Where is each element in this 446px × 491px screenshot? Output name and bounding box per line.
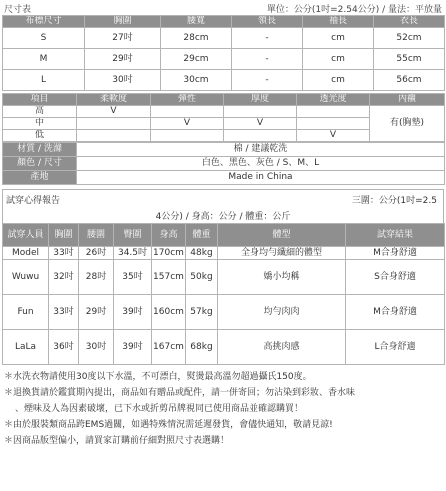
table-cell: 34.5吋 [114, 247, 152, 260]
table-cell: 均勻肉肉 [218, 295, 346, 330]
table-cell [297, 106, 370, 118]
table-cell [77, 130, 151, 142]
product-info-table [2, 142, 445, 185]
table-cell: 28吋 [79, 260, 114, 295]
table-cell [224, 106, 297, 118]
table-cell: M合身舒適 [346, 295, 445, 330]
table-cell: 28cm [161, 28, 232, 49]
info-value: Made in China [77, 171, 445, 185]
table-cell: 中 [3, 118, 77, 130]
column-header: 胸圍 [85, 16, 161, 28]
column-header: 領長 [232, 16, 303, 28]
table-cell: S合身舒適 [346, 260, 445, 295]
info-label: 顏色 / 尺寸 [3, 157, 77, 171]
size-table-title: 尺寸表 [4, 5, 32, 15]
table-cell: V [297, 130, 370, 142]
table-cell: 167cm [152, 330, 186, 365]
column-header: 透光度 [297, 94, 370, 106]
column-header: 胸圍 [49, 224, 79, 247]
table-cell: 36吋 [49, 330, 79, 365]
table-cell: 55cm [374, 49, 445, 70]
size-table-header [3, 16, 445, 28]
table-cell: 高 [3, 106, 77, 118]
table-cell: 29cm [161, 49, 232, 70]
column-header: 腰圍 [79, 224, 114, 247]
table-cell: 30吋 [85, 70, 161, 91]
column-header: 腰寬 [161, 16, 232, 28]
note-line: ＊退換貨請於鑑賞期內提出，商品如有贈品或配件，請一併寄回；勿沾染到彩妝、香水味 [4, 388, 356, 398]
column-header: 內襯 [370, 94, 445, 106]
column-header: 袖長 [303, 16, 374, 28]
table-cell: V [224, 118, 297, 130]
product-info-sheet [2, 2, 444, 449]
note-line: ＊由於服裝類商品跨EMS過關，如遇特殊情況需延遲發貨，會儘快通知，敬請見諒! [4, 420, 333, 430]
care-notes [2, 369, 444, 449]
material-table-header [3, 94, 445, 106]
table-cell: Wuwu [3, 260, 49, 295]
table-row [3, 70, 445, 91]
trial-report-title: 試穿心得報告 [6, 196, 61, 206]
table-cell: 29吋 [79, 295, 114, 330]
table-cell: 30吋 [79, 330, 114, 365]
info-value: 棉 / 建議乾洗 [77, 143, 445, 157]
table-cell: 50kg [186, 260, 218, 295]
table-row [3, 295, 445, 330]
table-cell: 52cm [374, 28, 445, 49]
table-cell [151, 130, 224, 142]
column-header: 身高 [152, 224, 186, 247]
info-label: 材質 / 洗滌 [3, 143, 77, 157]
table-cell: 高挑肉感 [218, 330, 346, 365]
table-cell [77, 118, 151, 130]
table-cell: 33吋 [49, 247, 79, 260]
table-cell: cm [303, 70, 374, 91]
column-header: 臀圍 [114, 224, 152, 247]
trial-table-header [3, 224, 445, 247]
table-row [3, 143, 445, 157]
table-cell [297, 118, 370, 130]
table-cell: LaLa [3, 330, 49, 365]
lining-cell: 有(胸墊) [370, 106, 445, 142]
note-line: ＊因商品版型偏小，請買家訂購前仔細對照尺寸表選購！ [4, 436, 230, 446]
info-value: 白色、黑色、灰色 / S、M、L [77, 157, 445, 171]
table-cell: S [3, 28, 85, 49]
table-cell: 39吋 [114, 330, 152, 365]
table-cell: 56cm [374, 70, 445, 91]
table-cell: 30cm [161, 70, 232, 91]
column-header: 柔軟度 [77, 94, 151, 106]
table-cell: 26吋 [79, 247, 114, 260]
table-cell: 33吋 [49, 295, 79, 330]
table-cell: L合身舒適 [346, 330, 445, 365]
table-cell: cm [303, 28, 374, 49]
note-line: 、煙味及人為因素破壞，已下水或折剪吊牌視同已使用商品並確認購買！ [15, 404, 304, 414]
table-cell: 27吋 [85, 28, 161, 49]
column-header: 厚度 [224, 94, 297, 106]
table-cell: 低 [3, 130, 77, 142]
table-row [3, 157, 445, 171]
unit-note: 單位：公分(1吋=2.54公分) / 量法：平放量 [266, 5, 442, 15]
table-row [3, 106, 445, 118]
table-row [3, 49, 445, 70]
table-cell: 157cm [152, 260, 186, 295]
table-cell: - [232, 28, 303, 49]
size-table-titlebar [2, 2, 444, 15]
table-row [3, 28, 445, 49]
table-row [3, 260, 445, 295]
trial-report-header [2, 189, 444, 223]
table-cell: - [232, 70, 303, 91]
column-header: 彈性 [151, 94, 224, 106]
table-cell: 68kg [186, 330, 218, 365]
table-cell: Model [3, 247, 49, 260]
column-header: 體型 [218, 224, 346, 247]
material-table [2, 93, 445, 142]
table-cell: 48kg [186, 247, 218, 260]
table-cell: Fun [3, 295, 49, 330]
table-cell: M [3, 49, 85, 70]
trial-report-subtitle: 4公分) / 身高：公分 / 體重：公斤 [155, 212, 291, 222]
info-label: 產地 [3, 171, 77, 185]
table-row [3, 171, 445, 185]
table-row [3, 330, 445, 365]
table-cell: V [151, 118, 224, 130]
table-cell: - [232, 49, 303, 70]
table-cell [224, 130, 297, 142]
column-header: 項目 [3, 94, 77, 106]
table-cell: 嬌小均稱 [218, 260, 346, 295]
table-cell: 39吋 [114, 295, 152, 330]
table-cell: 170cm [153, 247, 184, 258]
table-cell: 57kg [186, 295, 218, 330]
table-cell [151, 106, 224, 118]
table-cell: cm [303, 49, 374, 70]
note-line: ＊水洗衣物請使用30度以下水溫，不可漂白，熨燙最高溫勿超過攝氏150度。 [4, 372, 312, 382]
table-cell: 160cm [152, 295, 186, 330]
table-cell: V [77, 106, 151, 118]
column-header: 布標尺寸 [3, 16, 85, 28]
size-table [2, 15, 445, 91]
table-cell: 全身均勻纖細的體型 [218, 247, 346, 260]
trial-table [2, 223, 445, 365]
table-row [3, 247, 445, 260]
column-header: 試穿結果 [346, 224, 445, 247]
table-cell: M合身舒適 [346, 247, 445, 260]
column-header: 衣長 [374, 16, 445, 28]
trial-report-unit: 三圍：公分(1吋=2.5 [351, 196, 437, 206]
table-cell: 29吋 [85, 49, 161, 70]
column-header: 試穿人員 [3, 224, 49, 247]
column-header: 體重 [186, 224, 218, 247]
table-cell: 35吋 [114, 260, 152, 295]
table-cell: 32吋 [49, 260, 79, 295]
table-cell: L [3, 70, 85, 91]
